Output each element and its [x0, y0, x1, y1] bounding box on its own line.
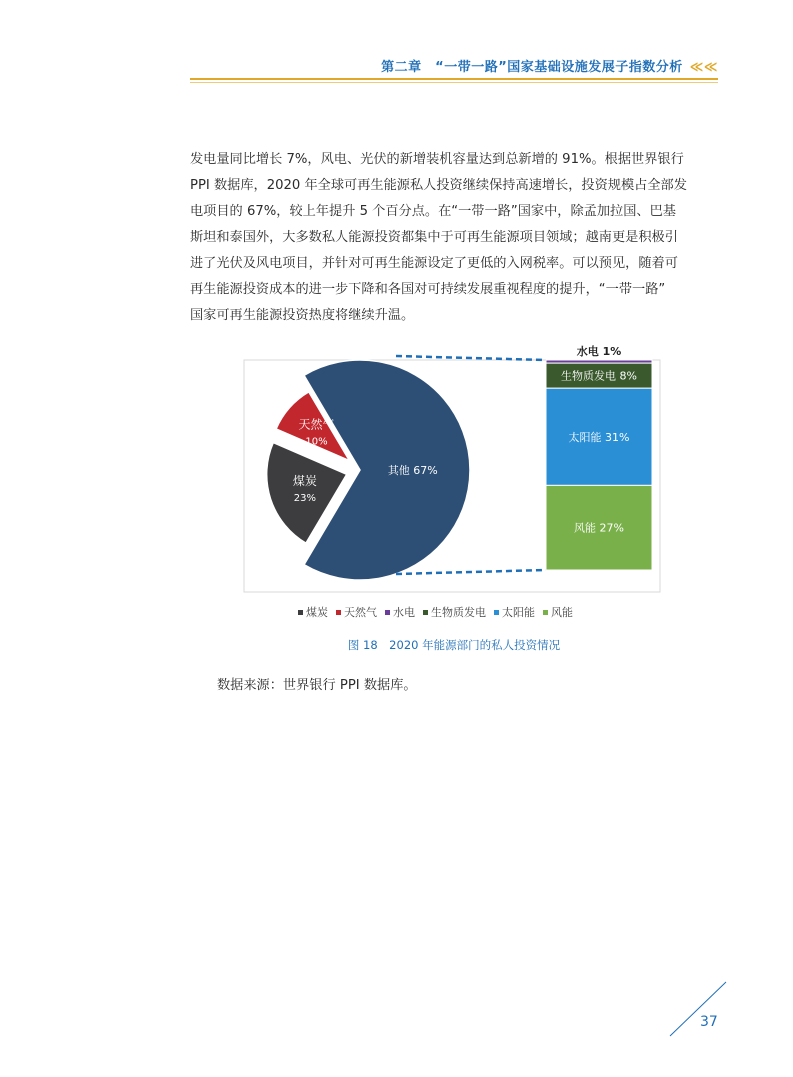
legend-label: 生物质发电 — [431, 606, 486, 619]
body-line: 进了光伏及风电项目，并针对可再生能源设定了更低的入网税率。可以预见，随着可 — [190, 256, 678, 271]
pie-label-其他: 其他 67% — [387, 464, 438, 477]
legend-item — [336, 604, 377, 620]
legend-item — [298, 604, 328, 620]
connector-top — [396, 356, 546, 360]
pie-label-value-天然气: 10% — [305, 436, 328, 448]
body-line: PPI 数据库，2020 年全球可再生能源私人投资继续保持高速增长，投资规模占全部发 — [190, 178, 687, 193]
legend-swatch — [543, 610, 548, 615]
body-line: 发电量同比增长 7%，风电、光伏的新增装机容量达到总新增的 91%。根据世界银行 — [190, 152, 684, 167]
chart-legend — [298, 604, 618, 620]
body-line: 再生能源投资成本的进一步下降和各国对可持续发展重视程度的提升，“一带一路” — [190, 282, 666, 297]
page-number: 37 — [700, 1014, 718, 1030]
body-line: 国家可再生能源投资热度将继续升温。 — [190, 308, 415, 323]
header-rule-thin — [190, 82, 718, 83]
legend-swatch — [385, 610, 390, 615]
pie-label-name-天然气: 天然气 — [298, 417, 335, 432]
legend-label: 风能 — [551, 606, 573, 619]
legend-item — [385, 604, 415, 620]
bar-label-水电: 水电 1% — [576, 345, 622, 358]
legend-label: 煤炭 — [306, 606, 328, 619]
body-paragraph — [190, 147, 720, 329]
double-chevron-icon: ≪≪ — [689, 60, 718, 75]
legend-swatch — [423, 610, 428, 615]
legend-swatch — [298, 610, 303, 615]
legend-item — [423, 604, 486, 620]
body-line: 电项目的 67%，较上年提升 5 个百分点。在“一带一路”国家中，除孟加拉国、巴基 — [190, 204, 676, 219]
legend-item — [494, 604, 535, 620]
bar-label-太阳能: 太阳能 31% — [568, 430, 630, 444]
pie-label-value-煤炭: 23% — [293, 492, 316, 504]
body-line: 斯坦和泰国外，大多数私人能源投资都集中于可再生能源项目领域；越南更是积极引 — [190, 230, 678, 245]
pie-of-bar-chart — [240, 338, 670, 598]
figure-caption: 图 18 2020 年能源部门的私人投资情况 — [347, 638, 561, 652]
legend-label: 太阳能 — [502, 606, 535, 619]
legend-label: 水电 — [393, 606, 415, 619]
data-source-note: 数据来源：世界银行 PPI 数据库。 — [217, 678, 417, 693]
legend-swatch — [336, 610, 341, 615]
header-rule — [190, 78, 718, 80]
chapter-header — [190, 56, 718, 78]
bar-label-生物质发电: 生物质发电 8% — [561, 369, 637, 383]
legend-item — [543, 604, 573, 620]
pie-label-name-煤炭: 煤炭 — [292, 473, 317, 488]
bar-label-风能: 风能 27% — [574, 521, 624, 535]
legend-label: 天然气 — [344, 606, 377, 619]
legend-swatch — [494, 610, 499, 615]
corner-slash-decoration — [660, 980, 730, 1040]
chapter-title: 第二章 “一带一路”国家基础设施发展子指数分析 — [381, 60, 683, 75]
